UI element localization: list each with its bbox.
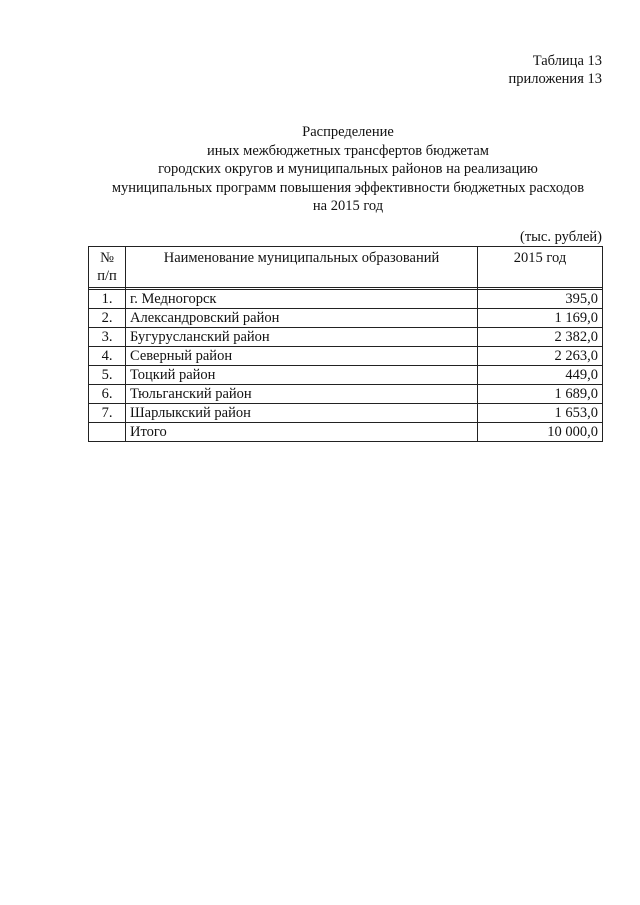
row-number: 6. xyxy=(89,385,126,404)
document-title xyxy=(88,123,608,216)
table-number-label: Таблица 13 xyxy=(532,53,602,69)
total-row xyxy=(89,423,603,442)
row-number: 5. xyxy=(89,366,126,385)
table-row xyxy=(89,366,603,385)
title-line-1: Распределение xyxy=(302,124,394,140)
total-label: Итого xyxy=(126,423,478,442)
total-value: 10 000,0 xyxy=(478,423,603,442)
row-value: 1 689,0 xyxy=(478,385,603,404)
row-value: 2 263,0 xyxy=(478,347,603,366)
row-value: 1 653,0 xyxy=(478,404,603,423)
row-name: Шарлыкский район xyxy=(126,404,478,423)
title-line-3: городских округов и муниципальных районов на реализацию xyxy=(158,161,538,177)
header-year: 2015 год xyxy=(478,247,603,288)
row-name: Александровский район xyxy=(126,309,478,328)
header-name: Наименование муниципальных образований xyxy=(126,247,478,288)
header-number-symbol: № xyxy=(100,250,114,266)
row-name: Бугурусланский район xyxy=(126,328,478,347)
row-value: 1 169,0 xyxy=(478,309,603,328)
row-number: 1. xyxy=(89,290,126,309)
row-name: Тюльганский район xyxy=(126,385,478,404)
row-value: 2 382,0 xyxy=(478,328,603,347)
table-row xyxy=(89,404,603,423)
row-name: Тоцкий район xyxy=(126,366,478,385)
row-number: 4. xyxy=(89,347,126,366)
table-row xyxy=(89,309,603,328)
units-label: (тыс. рублей) xyxy=(520,229,602,245)
row-number: 3. xyxy=(89,328,126,347)
row-value: 449,0 xyxy=(478,366,603,385)
table-row xyxy=(89,347,603,366)
total-number-cell xyxy=(89,423,126,442)
table-reference xyxy=(509,52,602,88)
row-name: г. Медногорск xyxy=(126,290,478,309)
header-number-abbr: п/п xyxy=(97,268,117,284)
title-line-2: иных межбюджетных трансфертов бюджетам xyxy=(207,142,489,159)
table-row xyxy=(89,328,603,347)
header-number xyxy=(89,247,126,288)
appendix-label: приложения 13 xyxy=(508,71,602,87)
table-row xyxy=(89,385,603,404)
table-header-row xyxy=(89,247,603,288)
row-name: Северный район xyxy=(126,347,478,366)
row-value: 395,0 xyxy=(478,290,603,309)
title-line-4: муниципальных программ повышения эффективности бюджетных расходов xyxy=(111,179,585,196)
row-number: 2. xyxy=(89,309,126,328)
table-row xyxy=(89,290,603,309)
title-line-5: на 2015 год xyxy=(312,198,384,214)
distribution-table xyxy=(88,246,603,442)
row-number: 7. xyxy=(89,404,126,423)
